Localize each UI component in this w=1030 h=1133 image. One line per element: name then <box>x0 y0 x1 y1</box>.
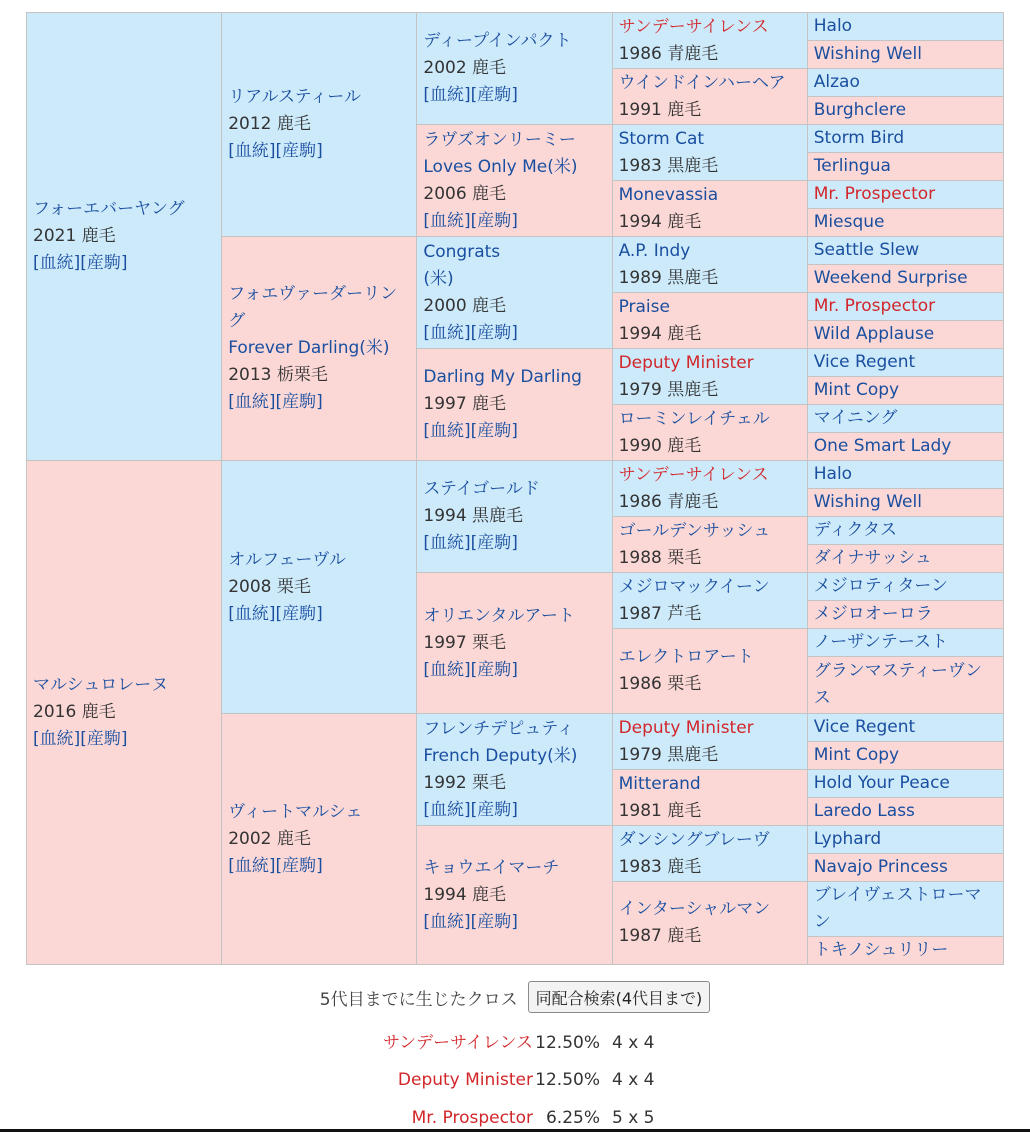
foals-link[interactable]: [産駒] <box>275 855 323 876</box>
dddd-link[interactable]: One Smart Lady <box>813 436 952 456</box>
sss-cell <box>612 13 807 69</box>
wss-cell <box>612 714 807 770</box>
wdd-name-link[interactable]: インターシャルマン <box>618 899 771 919</box>
cross-percent: 12.50% <box>535 1070 600 1090</box>
foals-link[interactable]: [産駒] <box>80 729 128 749</box>
s-info: 2012 鹿毛 <box>228 114 311 134</box>
wsds-link[interactable]: Hold Your Peace <box>813 773 950 793</box>
ssss-link[interactable]: Halo <box>813 16 853 36</box>
cross-row <box>0 1065 1030 1095</box>
dsss-cell <box>807 237 1003 265</box>
ssdd-cell <box>807 97 1003 125</box>
ss-cell <box>417 13 612 125</box>
dsd-name-link[interactable]: Praise <box>618 296 670 317</box>
mdds-link[interactable]: ノーザンテースト <box>813 632 949 652</box>
mds-info: 1987 芦毛 <box>618 603 702 624</box>
wdsd-cell <box>807 854 1003 882</box>
ss-name-link[interactable]: ディープインパクト <box>423 31 572 51</box>
foals-link[interactable]: [産駒] <box>80 253 128 273</box>
sddd-link[interactable]: Miesque <box>813 212 885 232</box>
dsss-link[interactable]: Seattle Slew <box>813 240 920 260</box>
msds-cell <box>807 517 1003 545</box>
wd-info: 1994 鹿毛 <box>423 884 507 905</box>
wsdd-link[interactable]: Laredo Lass <box>813 801 915 821</box>
wd-name-link[interactable]: キョウエイマーチ <box>423 857 560 878</box>
foals-link[interactable]: [産駒] <box>275 141 323 161</box>
blood-link[interactable]: [血統] <box>423 322 471 343</box>
sds-info: 1983 黒鹿毛 <box>618 155 719 176</box>
sd-cell <box>417 125 612 237</box>
mdsd-cell <box>807 601 1003 629</box>
dds-info: 1979 黒鹿毛 <box>618 379 719 400</box>
ssdd-link[interactable]: Burghclere <box>813 100 907 120</box>
cross-header <box>0 981 1030 1013</box>
sdd-cell <box>612 181 807 237</box>
ws-name-link[interactable]: フレンチデピュティ <box>423 718 574 739</box>
cross-label: 5代目までに生じたクロス <box>319 989 518 1010</box>
d-info: 2013 栃栗毛 <box>228 365 328 385</box>
sire-info: 2021 鹿毛 <box>33 226 116 246</box>
ws-cell <box>417 714 612 826</box>
wddd-link[interactable]: トキノシュリリー <box>813 940 949 960</box>
sd-info: 2006 鹿毛 <box>423 183 507 204</box>
wds-cell <box>612 826 807 882</box>
wdss-cell <box>807 826 1003 854</box>
sdss-cell <box>807 125 1003 153</box>
msd-cell <box>612 517 807 573</box>
sd-name2-link[interactable]: Loves Only Me(米) <box>423 156 578 177</box>
wssd-cell <box>807 742 1003 770</box>
msds-link[interactable]: ディクタス <box>813 520 898 540</box>
wsdd-cell <box>807 798 1003 826</box>
wss-info: 1979 黒鹿毛 <box>618 744 719 765</box>
wdd-cell <box>612 882 807 965</box>
ms-cell <box>417 461 612 573</box>
msss-link[interactable]: Halo <box>813 464 853 484</box>
cross-generation: 4 x 4 <box>612 1033 655 1053</box>
blood-link[interactable]: [血統] <box>423 533 471 553</box>
msdd-cell <box>807 545 1003 573</box>
mss-info: 1986 青鹿毛 <box>618 491 719 512</box>
sdsd-link[interactable]: Terlingua <box>813 156 891 176</box>
sd-name-link[interactable]: ラヴズオンリーミー <box>423 129 576 150</box>
sss-info: 1986 青鹿毛 <box>618 43 719 64</box>
dam-name-link[interactable]: マルシュロレーヌ <box>33 675 169 695</box>
sdds-link[interactable]: Mr. Prospector <box>813 184 936 204</box>
ddsd-link[interactable]: Mint Copy <box>813 380 900 400</box>
wdds-cell <box>807 882 1003 937</box>
wsss-link[interactable]: Vice Regent <box>813 717 916 737</box>
ws-info: 1992 栗毛 <box>423 772 507 793</box>
dsd-info: 1994 鹿毛 <box>618 323 702 344</box>
ws-name2-link[interactable]: French Deputy(米) <box>423 745 578 766</box>
ds-cell <box>417 237 612 349</box>
wds-name-link[interactable]: ダンシングブレーヴ <box>618 829 770 850</box>
mdd-info: 1986 栗毛 <box>618 674 702 694</box>
cross-horse-link[interactable]: Deputy Minister <box>397 1070 533 1090</box>
wssd-link[interactable]: Mint Copy <box>813 745 900 765</box>
blood-link[interactable]: [血統] <box>423 85 471 105</box>
w-info: 2002 鹿毛 <box>228 828 311 849</box>
blood-link[interactable]: [血統] <box>33 253 81 273</box>
dds-cell <box>612 349 807 405</box>
mss-name-link[interactable]: サンデーサイレンス <box>618 464 769 485</box>
s-name-link[interactable]: リアルスティール <box>228 87 361 107</box>
ddd-cell <box>612 405 807 461</box>
ddds-cell <box>807 405 1003 433</box>
d-name-link[interactable]: フォエヴァーダーリング <box>228 284 398 331</box>
blood-link[interactable]: [血統] <box>423 911 471 932</box>
blood-link[interactable]: [血統] <box>423 659 471 680</box>
cross-percent: 12.50% <box>535 1033 600 1053</box>
foals-link[interactable]: [産駒] <box>275 392 323 412</box>
sds-name-link[interactable]: Storm Cat <box>618 128 705 149</box>
wds-info: 1983 鹿毛 <box>618 856 702 877</box>
foals-link[interactable]: [産駒] <box>470 799 518 820</box>
cross-generation: 4 x 4 <box>612 1070 655 1090</box>
ms-name-link[interactable]: ステイゴールド <box>423 479 540 499</box>
cross-percent: 6.25% <box>545 1108 600 1128</box>
mds-name-link[interactable]: メジロマックイーン <box>618 576 770 597</box>
mdss-link[interactable]: メジロティターン <box>813 576 949 596</box>
foals-link[interactable]: [産駒] <box>470 210 518 231</box>
wdd-info: 1987 鹿毛 <box>618 926 702 946</box>
m-cell <box>222 461 417 714</box>
foals-link[interactable]: [産駒] <box>470 533 518 553</box>
mdds-cell <box>807 629 1003 657</box>
sss-name-link[interactable]: サンデーサイレンス <box>618 16 769 37</box>
foals-link[interactable]: [産駒] <box>470 911 518 932</box>
cross-horse-link[interactable]: サンデーサイレンス <box>382 1033 533 1053</box>
d-name2-link[interactable]: Forever Darling(米) <box>228 338 390 358</box>
sdsd-cell <box>807 153 1003 181</box>
sire-name-link[interactable]: フォーエバーヤング <box>33 199 185 219</box>
mssd-cell <box>807 489 1003 517</box>
blood-link[interactable]: [血統] <box>423 210 471 231</box>
ddd-info: 1990 鹿毛 <box>618 435 702 456</box>
sssd-link[interactable]: Wishing Well <box>813 44 922 64</box>
wsds-cell <box>807 770 1003 798</box>
cross-row <box>0 1028 1030 1058</box>
sssd-cell <box>807 41 1003 69</box>
md-name-link[interactable]: オリエンタルアート <box>423 605 575 626</box>
msdd-link[interactable]: ダイナサッシュ <box>813 548 932 568</box>
w-cell <box>222 714 417 965</box>
ms-info: 1994 黒鹿毛 <box>423 506 524 526</box>
wdss-link[interactable]: Lyphard <box>813 829 882 849</box>
mdd-cell <box>612 629 807 714</box>
foals-link[interactable]: [産駒] <box>470 322 518 343</box>
wss-name-link[interactable]: Deputy Minister <box>618 717 754 738</box>
ss-info: 2002 鹿毛 <box>423 58 507 78</box>
md-cell <box>417 573 612 714</box>
wddd-cell <box>807 937 1003 965</box>
dss-cell <box>612 237 807 293</box>
pedigree-table <box>26 12 1004 965</box>
same-mating-search-button[interactable]: 同配合検索(4代目まで) <box>528 981 711 1013</box>
ssd-info: 1991 鹿毛 <box>618 99 702 120</box>
blood-link[interactable]: [血統] <box>228 141 276 161</box>
s-cell <box>222 13 417 237</box>
blood-link[interactable]: [血統] <box>228 855 276 876</box>
blood-link[interactable]: [血統] <box>33 729 81 749</box>
mddd-cell <box>807 657 1003 714</box>
foals-link[interactable]: [産駒] <box>275 603 323 624</box>
foals-link[interactable]: [産駒] <box>470 659 518 680</box>
ds-name-link[interactable]: Congrats <box>423 241 501 262</box>
md-info: 1997 栗毛 <box>423 632 507 653</box>
msd-name-link[interactable]: ゴールデンサッシュ <box>618 520 771 541</box>
dam-info: 2016 鹿毛 <box>33 702 116 722</box>
sire-cell <box>27 13 222 461</box>
dssd-link[interactable]: Weekend Surprise <box>813 268 968 288</box>
cross-generation: 5 x 5 <box>612 1108 655 1128</box>
mdsd-link[interactable]: メジロオーロラ <box>813 604 933 624</box>
blood-link[interactable]: [血統] <box>423 421 471 441</box>
dddd-cell <box>807 433 1003 461</box>
ds-info: 2000 鹿毛 <box>423 295 507 316</box>
sddd-cell <box>807 209 1003 237</box>
ssss-cell <box>807 13 1003 41</box>
mdss-cell <box>807 573 1003 601</box>
dds-name-link[interactable]: Deputy Minister <box>618 352 754 373</box>
wsd-cell <box>612 770 807 826</box>
msd-info: 1988 栗毛 <box>618 547 702 568</box>
d-cell <box>222 237 417 461</box>
cross-horse-link[interactable]: Mr. Prospector <box>411 1108 533 1128</box>
blood-link[interactable]: [血統] <box>228 392 276 412</box>
sdd-info: 1994 鹿毛 <box>618 211 702 232</box>
dss-info: 1989 黒鹿毛 <box>618 267 719 288</box>
msss-cell <box>807 461 1003 489</box>
wsss-cell <box>807 714 1003 742</box>
mddd-link[interactable]: グランマスティーヴンス <box>813 661 983 708</box>
dss-name-link[interactable]: A.P. Indy <box>618 240 691 261</box>
ddd-name-link[interactable]: ローミンレイチェル <box>618 408 770 429</box>
mssd-link[interactable]: Wishing Well <box>813 492 922 512</box>
sdds-cell <box>807 181 1003 209</box>
ssds-cell <box>807 69 1003 97</box>
dsdd-cell <box>807 321 1003 349</box>
blood-link[interactable]: [血統] <box>228 603 276 624</box>
ds-name2-link[interactable]: (米) <box>423 268 454 289</box>
ssd-name-link[interactable]: ウインドインハーヘア <box>618 72 786 93</box>
sdd-name-link[interactable]: Monevassia <box>618 184 719 205</box>
dd-cell <box>417 349 612 461</box>
dd-info: 1997 鹿毛 <box>423 394 507 414</box>
blood-link[interactable]: [血統] <box>423 799 471 820</box>
ddss-link[interactable]: Vice Regent <box>813 352 916 372</box>
ddsd-cell <box>807 377 1003 405</box>
dsdd-link[interactable]: Wild Applause <box>813 324 935 344</box>
ddss-cell <box>807 349 1003 377</box>
sdss-link[interactable]: Storm Bird <box>813 128 905 148</box>
wdsd-link[interactable]: Navajo Princess <box>813 857 948 877</box>
ssds-link[interactable]: Alzao <box>813 72 860 92</box>
wd-cell <box>417 826 612 965</box>
m-name-link[interactable]: オルフェーヴル <box>228 549 346 570</box>
ddds-link[interactable]: マイニング <box>813 408 898 428</box>
dam-cell <box>27 461 222 965</box>
foals-link[interactable]: [産駒] <box>470 421 518 441</box>
dsds-link[interactable]: Mr. Prospector <box>813 296 936 316</box>
w-name-link[interactable]: ヴィートマルシェ <box>228 801 363 822</box>
mdd-name-link[interactable]: エレクトロアート <box>618 647 754 667</box>
foals-link[interactable]: [産駒] <box>470 85 518 105</box>
dsds-cell <box>807 293 1003 321</box>
m-info: 2008 栗毛 <box>228 576 311 597</box>
dsd-cell <box>612 293 807 349</box>
ssd-cell <box>612 69 807 125</box>
mss-cell <box>612 461 807 517</box>
wdds-link[interactable]: ブレイヴェストローマン <box>813 885 982 932</box>
wsd-info: 1981 鹿毛 <box>618 800 702 821</box>
mds-cell <box>612 573 807 629</box>
sds-cell <box>612 125 807 181</box>
dssd-cell <box>807 265 1003 293</box>
dd-name-link[interactable]: Darling My Darling <box>423 367 582 387</box>
wsd-name-link[interactable]: Mitterand <box>618 773 701 794</box>
